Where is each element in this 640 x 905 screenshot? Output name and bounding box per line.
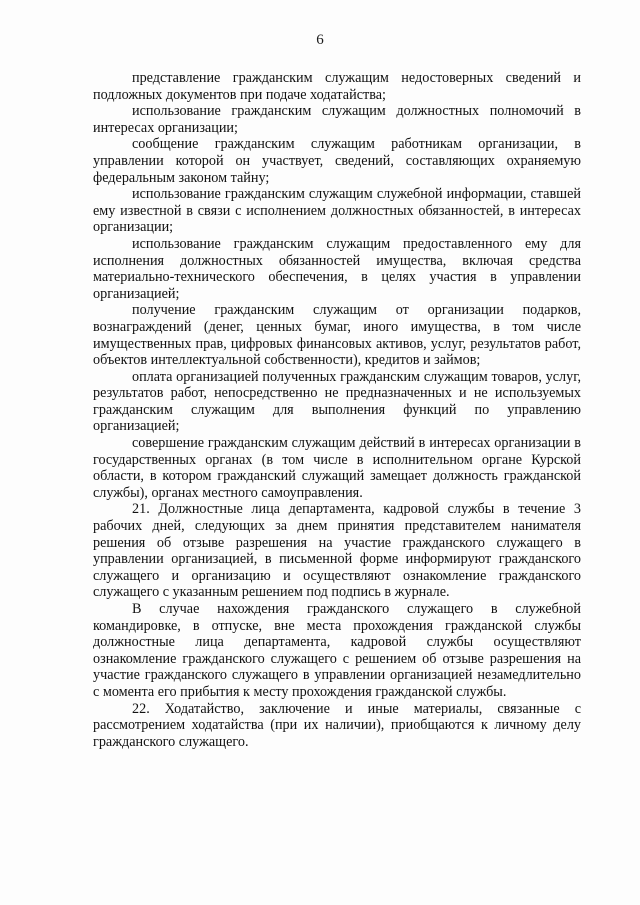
paragraph-use-of-property: использование гражданским служащим предоставленного ему для исполнения должностных обязанностей имущества, включая средства материально-технического обеспечения, в целях участия в управлении организацией; <box>93 235 581 302</box>
page-number: 6 <box>316 32 324 48</box>
paragraph-receiving-gifts: получение гражданским служащим от организации подарков, вознаграждений (денег, ценных бумаг, иного имущества, в том числе имущественных прав, цифровых финансовых активов, услуг, результатов работ, объектов интеллектуальной собственности), кредитов и займов; <box>93 302 581 369</box>
paragraph-misrepresentation: представление гражданским служащим недостоверных сведений и подложных документов при подаче ходатайства; <box>93 70 581 103</box>
paragraph-disclosure-of-secrets: сообщение гражданским служащим работникам организации, в управлении которой он участвует, сведений, составляющих охраняемую федеральным законом тайну; <box>93 136 581 186</box>
paragraph-use-of-powers: использование гражданским служащим должностных полномочий в интересах организации; <box>93 103 581 136</box>
document-body <box>93 70 581 750</box>
paragraph-actions-in-interests: совершение гражданским служащим действий в интересах организации в государственных органах (в том числе в исполнительном органе Курской области, в котором гражданский служащий замещает должность гражданской службы), органах местного самоуправления. <box>93 435 581 501</box>
paragraph-business-trip-case: В случае нахождения гражданского служащего в служебной командировке, в отпуске, вне места прохождения гражданской службы должностные лица департамента, кадровой службы осуществляют ознакомление гражданского служащего с решением об отзыве разрешения на участие гражданского служащего в управлении организацией незамедлительно с момента его прибытия к месту прохождения гражданской службы. <box>93 601 581 700</box>
paragraph-clause-22: 22. Ходатайство, заключение и иные материалы, связанные с рассмотрением ходатайства (при их наличии), приобщаются к личному делу гражданского служащего. <box>93 700 581 750</box>
paragraph-payment-by-organization: оплата организацией полученных гражданским служащим товаров, услуг, результатов работ, непосредственно не предназначенных и не используемых гражданским служащим для выполнения функций по управлению организацией; <box>93 368 581 435</box>
paragraph-use-of-official-information: использование гражданским служащим служебной информации, ставшей ему известной в связи с исполнением должностных обязанностей, в интересах организации; <box>93 186 581 236</box>
paragraph-clause-21: 21. Должностные лица департамента, кадровой службы в течение 3 рабочих дней, следующих за днем принятия представителем нанимателя решения об отзыве разрешения на участие гражданского служащего в управлении организацией, в письменной форме информируют гражданского служащего и организацию и осуществляют ознакомление гражданского служащего с указанным решением под подпись в журнале. <box>93 501 581 601</box>
